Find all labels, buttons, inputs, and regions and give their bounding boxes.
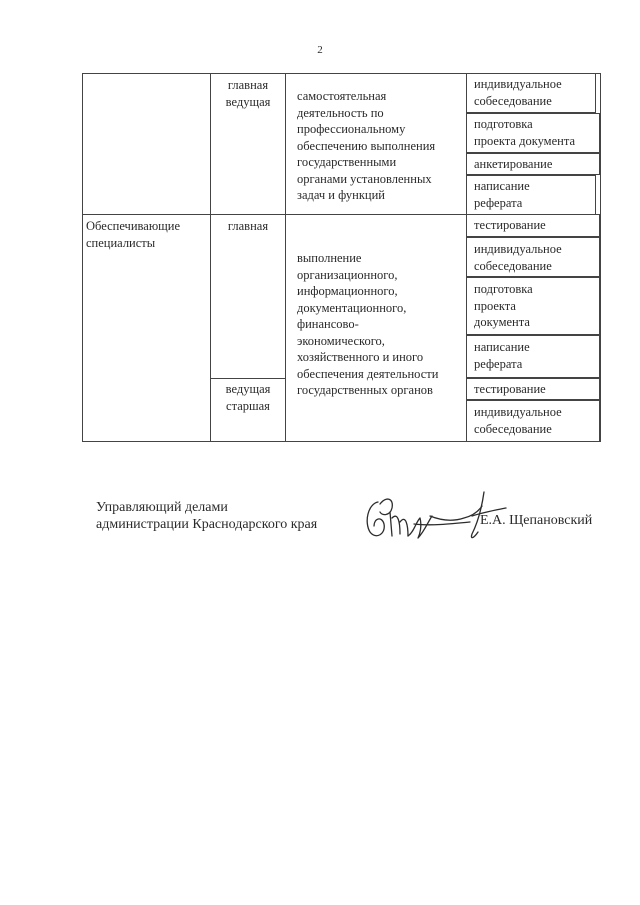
col-divider-1 bbox=[210, 73, 211, 442]
method-cell: подготовка проекта документа bbox=[474, 117, 575, 148]
method-cell: анкетирование bbox=[474, 157, 553, 171]
method-cell: индивидуальное собеседование bbox=[474, 242, 562, 273]
method-cell: тестирование bbox=[474, 218, 546, 232]
group-cell: главная bbox=[227, 219, 269, 233]
category-cell: Обеспечивающие специалисты bbox=[86, 219, 181, 250]
signatory-position: Управляющий делами администрации Краснодарского края bbox=[96, 500, 318, 532]
page-number: 2 bbox=[317, 44, 323, 56]
method-cell: подготовка проекта документа bbox=[474, 282, 533, 329]
method-cell: тестирование bbox=[474, 382, 546, 396]
group-divider bbox=[210, 378, 286, 379]
group-cell: ведущая старшая bbox=[225, 382, 271, 413]
group-cell: главная ведущая bbox=[225, 78, 271, 109]
method-cell: индивидуальное собеседование bbox=[474, 77, 562, 108]
function-cell: выполнение организационного, информационного, документационного, финансово- экономического, хозяйственного и иного обеспечения деятельности государственных органов bbox=[297, 251, 439, 397]
method-cell: написание реферата bbox=[474, 179, 530, 210]
function-cell: самостоятельная деятельность по профессиональному обеспечению выполнения государственными органами установленных задач и функций bbox=[297, 89, 436, 202]
signatory-name: Е.А. Щепановский bbox=[480, 513, 593, 528]
col-divider-2 bbox=[285, 73, 286, 442]
method-cell: написание реферата bbox=[474, 340, 530, 371]
method-cell: индивидуальное собеседование bbox=[474, 405, 562, 436]
